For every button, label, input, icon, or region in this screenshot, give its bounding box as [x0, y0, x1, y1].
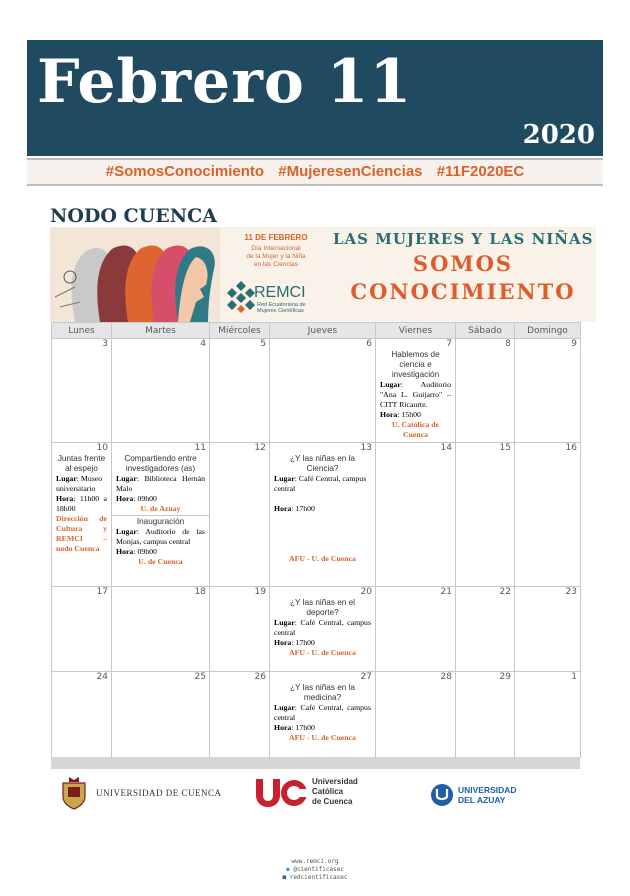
calendar-cell [210, 339, 270, 443]
event [52, 453, 111, 554]
day-number: 4 [200, 339, 206, 349]
calendar-cell [515, 339, 581, 443]
day-number: 22 [499, 587, 511, 597]
event-organizer: AFU - U. de Cuenca [289, 733, 356, 742]
facebook-icon: ■ [282, 874, 287, 881]
calendar-cell [376, 587, 456, 672]
calendar-week-row [52, 672, 581, 758]
calendar-cell [112, 672, 210, 758]
day-number: 24 [96, 672, 108, 682]
event-place: Lugar: Auditorio "Ana L. Guijarro" – CITT Ricaurte. [380, 380, 451, 409]
calendar-week-row [52, 587, 581, 672]
event-time: Hora: 11h00 a 18h00 [56, 494, 107, 513]
twitter-handle[interactable]: ● @cientificasec [286, 866, 344, 873]
event [112, 516, 209, 567]
day-number: 8 [505, 339, 511, 349]
event-organizer: AFU - U. de Cuenca [289, 554, 356, 563]
page-title: Febrero 11 [37, 47, 413, 117]
day-number: 3 [102, 339, 108, 349]
day-number: 17 [96, 587, 108, 597]
remci-logo-text: REMCI [254, 284, 306, 301]
day-number: 28 [440, 672, 452, 682]
promo-banner [50, 227, 596, 322]
calendar-footer-bar [51, 757, 580, 769]
banner-line-3: CONOCIMIENTO [350, 279, 576, 304]
footer-social [0, 858, 630, 882]
calendar-cell [456, 443, 515, 587]
day-number: 18 [194, 587, 206, 597]
day-number: 16 [565, 443, 577, 453]
calendar-cell [210, 672, 270, 758]
node-heading: NODO CUENCA [50, 205, 217, 227]
event [270, 597, 375, 658]
calendar-cell [515, 443, 581, 587]
event [376, 349, 455, 440]
event-organizer: U. de Cuenca [138, 557, 183, 566]
day-number: 19 [254, 587, 266, 597]
ucacue-name: Universidad Católica de Cuenca [312, 777, 358, 806]
day-number: 21 [440, 587, 452, 597]
calendar-cell [52, 339, 112, 443]
calendar-cell [456, 339, 515, 443]
event-title: ¿Y las niñas en la Ciencia? [290, 454, 355, 473]
event-title: ¿Y las niñas en el deporte? [290, 598, 355, 617]
day-number: 25 [194, 672, 206, 682]
calendar-cell [376, 443, 456, 587]
day-number: 10 [96, 443, 108, 453]
event-place: Lugar: Museo universitario [56, 474, 103, 493]
event [270, 682, 375, 743]
event-place: Lugar: Auditorio de las Monjas, campus central [116, 527, 205, 546]
calendar-cell [52, 672, 112, 758]
event-title: Inauguración [136, 517, 185, 526]
calendar-cell [270, 587, 376, 672]
uazuay-logo [430, 783, 517, 807]
calendar-cell [515, 587, 581, 672]
day-header: Sábado [456, 323, 515, 339]
ucuenca-crest-icon [60, 775, 88, 811]
calendar-cell [376, 339, 456, 443]
day-number: 14 [440, 443, 452, 453]
day-number: 1 [571, 672, 577, 682]
event-title: Hablemos de ciencia e investigación [391, 350, 440, 379]
event-place: Lugar: Café Central, campus central [274, 618, 371, 637]
day-header: Jueves [270, 323, 376, 339]
banner-line-2: SOMOS [412, 251, 514, 276]
event-time: Hora: 09h00 [116, 547, 157, 556]
event-organizer: AFU - U. de Cuenca [289, 648, 356, 657]
day-header: Lunes [52, 323, 112, 339]
day-number: 27 [360, 672, 372, 682]
event-organizer: Dirección de Cultura y REMCI – nodo Cuenca [56, 514, 107, 553]
event-organizer: U. Católica de Cuenca [392, 420, 439, 439]
remci-subtitle: Red Ecuatoriana de Mujeres Científicas [257, 302, 306, 314]
event-time: Hora: 17h00 [274, 504, 315, 513]
calendar-header-row [52, 323, 581, 339]
event-organizer: U. de Azuay [140, 504, 181, 513]
day-number: 13 [360, 443, 372, 453]
header-banner [27, 40, 603, 156]
banner-day-text: Día Internacional de la Mujer y la Niña en las Ciencias [246, 245, 306, 268]
calendar-cell [270, 443, 376, 587]
event-time: Hora: 17h00 [274, 638, 315, 647]
event-title: Compartiendo entre investigadores (as) [124, 454, 197, 473]
day-number: 11 [194, 443, 206, 453]
calendar-cell [270, 339, 376, 443]
event-time: Hora: 15h00 [380, 410, 421, 419]
facebook-handle[interactable]: ■ redcientificasec [282, 874, 348, 881]
calendar-table [51, 322, 581, 758]
day-number: 15 [499, 443, 511, 453]
event-title: Juntas frente al espejo [57, 454, 106, 473]
event-place: Lugar: Café Central, campus central [274, 474, 367, 493]
calendar-week-row [52, 443, 581, 587]
calendar-cell [52, 587, 112, 672]
remci-logo-icon [226, 279, 256, 313]
calendar-cell [112, 443, 210, 587]
uazuay-mark-icon [430, 783, 454, 807]
banner-date: 11 DE FEBRERO [244, 233, 308, 242]
calendar-cell [456, 672, 515, 758]
event [112, 453, 209, 514]
event-place: Lugar: Café Central, campus central [274, 703, 371, 722]
calendar-cell [515, 672, 581, 758]
event-time: Hora: 09h00 [116, 494, 157, 503]
calendar-cell [270, 672, 376, 758]
ucacue-mark-icon [252, 775, 308, 809]
calendar-cell [112, 587, 210, 672]
day-number: 7 [446, 339, 452, 349]
calendar-cell [210, 443, 270, 587]
calendar-week-row [52, 339, 581, 443]
website-link[interactable]: www.remci.org [291, 858, 339, 865]
twitter-icon: ● [286, 866, 290, 873]
calendar-cell [456, 587, 515, 672]
day-number: 6 [366, 339, 372, 349]
day-number: 29 [499, 672, 511, 682]
day-header: Miércoles [210, 323, 270, 339]
year-label: 2020 [522, 120, 595, 150]
banner-line-1: LAS MUJERES Y LAS NIÑAS [333, 230, 594, 248]
event [270, 453, 375, 564]
day-header: Domingo [515, 323, 581, 339]
event-time: Hora: 17h00 [274, 723, 315, 732]
event-place: Lugar: Biblioteca Hernán Malo [116, 474, 205, 493]
day-number: 23 [565, 587, 577, 597]
ucacue-logo [252, 775, 358, 809]
event-title: ¿Y las niñas en la medicina? [290, 683, 355, 702]
day-header: Martes [112, 323, 210, 339]
hashtag: #SomosConocimiento [105, 163, 265, 180]
calendar-cell [210, 587, 270, 672]
uazuay-name: UNIVERSIDAD DEL AZUAY [458, 785, 517, 805]
calendar-cell [112, 339, 210, 443]
day-number: 5 [260, 339, 266, 349]
calendar-cell [52, 443, 112, 587]
day-number: 20 [360, 587, 372, 597]
calendar-cell [376, 672, 456, 758]
day-header: Viernes [376, 323, 456, 339]
day-number: 12 [254, 443, 266, 453]
ucuenca-name: UNIVERSIDAD DE CUENCA [96, 788, 222, 798]
women-profiles-illustration [50, 227, 220, 322]
day-number: 26 [254, 672, 266, 682]
ucuenca-logo [60, 775, 222, 811]
hashtag: #MujeresenCiencias [278, 163, 423, 180]
hashtag: #11F2020EC [436, 163, 525, 180]
day-number: 9 [571, 339, 577, 349]
hashtag-bar [27, 158, 603, 186]
